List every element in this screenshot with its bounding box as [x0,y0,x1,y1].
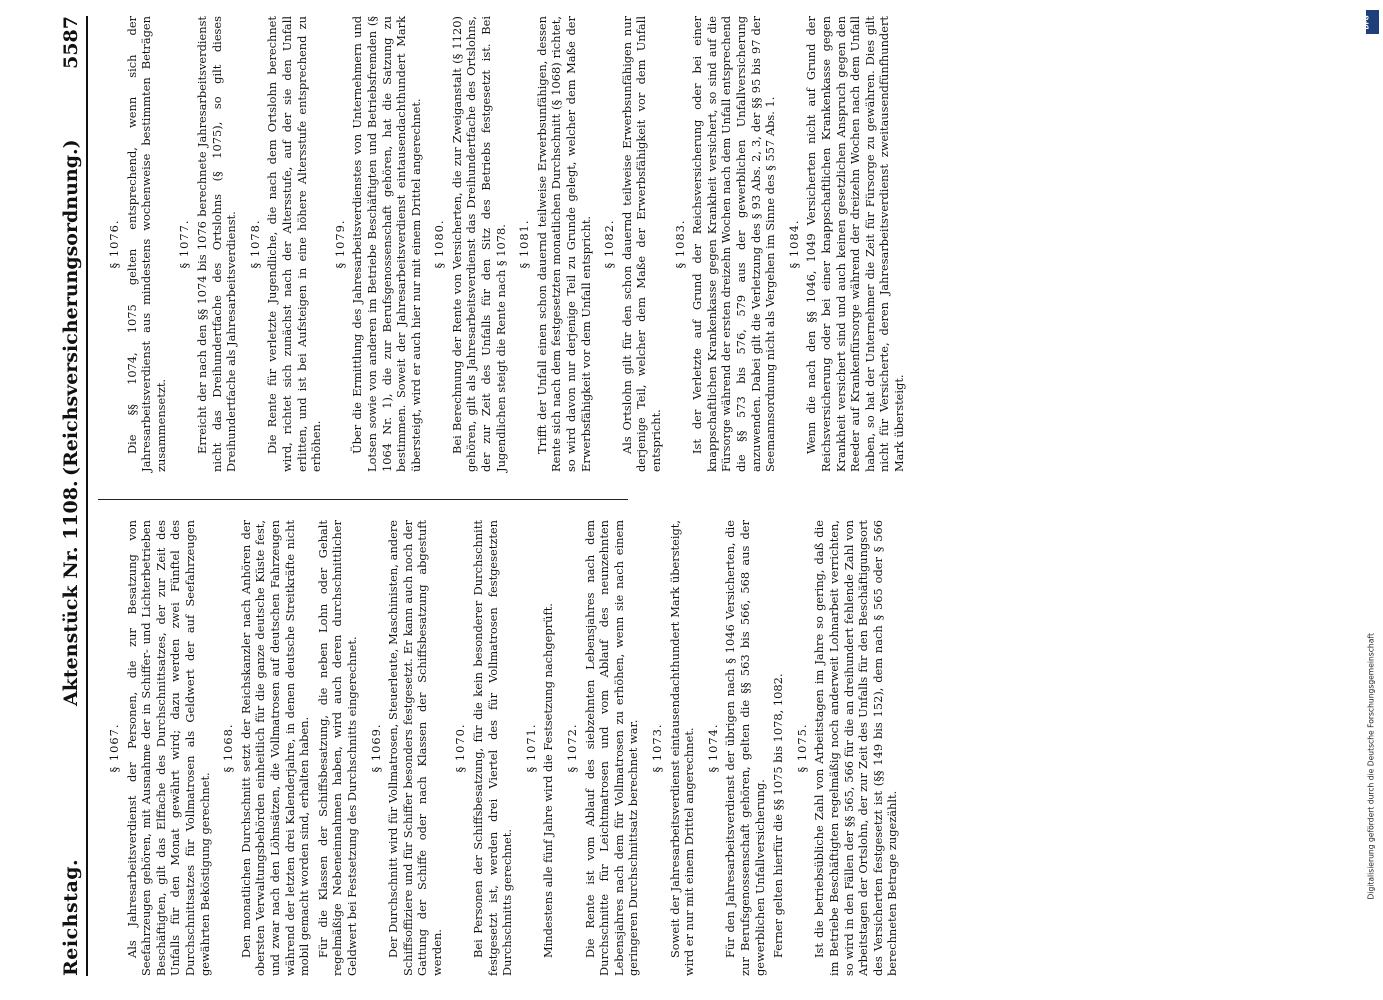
section-paragraph: Den monatlichen Durchschnitt setzt der Reichskanzler nach Anhören der obersten Verwaltungsbehörden einheitlich für die ganze deutsche Küste fest, und zwar nach den Löhnsätzen, die Vollmatrosen auf deutschen Fahrzeugen während der letzten drei Kalenderjahre, in denen deutsche Streitkräfte nicht mobil gemacht worden sind, erhalten haben. [238,520,312,976]
section-heading: § 1071. [523,723,538,773]
section-paragraph: Soweit der Jahresarbeitsverdienst eintausendachthundert Mark übersteigt, wird er nur mit einem Drittel angerechnet. [667,520,697,976]
section-paragraph: Für den Jahresarbeitsverdienst der übrigen nach § 1046 Versicherten, die zur Berufsgenossenschaft gehören, gelten die §§ 563 bis 566, 568 aus der gewerblichen Unfallversicherung. [723,520,767,976]
section-heading: § 1078. [247,219,262,269]
section-heading: § 1069. [368,723,383,773]
section-paragraph: Erreicht der nach den §§ 1074 bis 1076 berechnete Jahresarbeitsverdienst nicht das Dreihundertfache des Ortslohns (§ 1075), so gilt dieses Dreihundertfache als Jahresarbeitsverdienst. [194,16,239,472]
section-heading: § 1081. [517,219,532,269]
dfg-logo: DFG [1366,10,1379,34]
section-heading: § 1082. [602,219,617,269]
header-document-number: Aktenstück Nr. 1108. [60,480,82,706]
section-paragraph: Mindestens alle fünf Jahre wird die Festsetzung nachgeprüft. [541,603,556,958]
page-number: 5587 [60,16,82,69]
section-heading: § 1080. [432,219,447,269]
section-heading: § 1077. [177,219,192,269]
section-paragraph: Die Rente für verletzte Jugendliche, die nach dem Ortslohn berechnet wird, richtet sich zunächst nach der Altersstufe, auf der sie den Unfall erlitten, und ist bei Aufsteigen in eine höhere Altersstufe entsprechend zu erhöhen. [265,16,324,472]
section-paragraph: Die §§ 1074, 1075 gelten entsprechend, wenn sich der Jahresarbeitsverdienst aus mindestens wochenweise bestimmten Beträgen zusammensetzt. [124,16,168,472]
page-header [56,16,88,976]
section-paragraph: Die Rente ist vom Ablauf des siebzehnten Lebensjahres nach dem Durchschnitte für Leichtmatrosen und vom Ablauf des neunzehnten Lebensjahres nach dem für Vollmatrosen zu erhöhen, wenn sie nach einem geringeren Durchschnittsatz berechnet war. [582,520,641,976]
section-paragraph: Als Ortslohn gilt für den schon dauernd teilweise Erwerbsunfähigen nur derjenige Teil, welcher dem Maße der Erwerbsfähigkeit vor dem Unfall entspricht. [619,16,663,472]
section-heading: § 1070. [453,723,468,773]
right-column [98,16,911,472]
section-paragraph: Ist die betriebsübliche Zahl von Arbeitstagen im Jahre so gering, daß die im Betriebe Beschäftigten regelmäßig noch anderweit Lohnarbeit verrichten, so wird in den Fällen der §§ 565, 566 für die an dreihundert fehlende Zahl von Arbeitstagen der Ortslohn, der zur Zeit des Unfalls für den Beschäftigungsort des Versicherten festgesetzt ist (§§ 149 bis 152), dem nach § 565 oder § 566 berechneten Betrage zugezählt. [812,520,900,976]
dfg-watermark [1363,10,1379,990]
section-paragraph: Trifft der Unfall einen schon dauernd teilweise Erwerbsunfähigen, dessen Rente sich nach dem festgesetzten monatlichen Durchschnitt (§ 1068) richtet, so wird davon nur derjenige Teil zu Grunde gelegt, welcher dem Maße der Erwerbsfähigkeit vor dem Unfall entspricht. [534,16,593,472]
column-divider [98,499,628,500]
section-heading: § 1067. [107,723,121,773]
section-paragraph: Für die Klassen der Schiffsbesatzung, die neben Lohn oder Gehalt regelmäßige Nebeneinnahmen haben, wird auch deren durchschnittlicher Geldwert bei Festsetzung des Durchschnitts eingerechnet. [315,520,359,976]
section-paragraph: Ist der Verletzte auf Grund der Reichsversicherung oder bei einer knappschaftlichen Krankenkasse gegen Krankheit versichert, so sind auf die Fürsorge während der ersten dreizehn Wochen nach dem Unfall entsprechend die §§ 573 bis 576, 579 aus der gewerblichen Unfallversicherung anzuwenden. Dabei gilt die Verletzung des § 93 Abs. 2, 3, der §§ 95 bis 97 der Seemannsordnung nicht als Vergehen im Sinne des § 557 Abs. 1. [690,16,778,472]
section-heading: § 1079. [332,219,347,269]
section-heading: § 1072. [565,723,580,773]
section-paragraph: Über die Ermittlung des Jahresarbeitsverdienstes von Unternehmern und Lotsen sowie von anderen im Betriebe Beschäftigten und Betriebsfremden (§ 1064 Nr. 1), die zur Berufsgenossenschaft gehören, hat die Satzung zu bestimmen. Soweit der Jahresarbeitsverdienst eintausendachthundert Mark übersteigt, wird er auch hier nur mit einem Drittel angerechnet. [350,16,423,472]
section-heading: § 1073. [650,723,664,773]
section-heading: § 1084. [786,219,801,269]
section-paragraph: Bei Berechnung der Rente von Versicherten, die zur Zweiganstalt (§ 1120) gehören, gilt als Jahresarbeitsverdienst das Dreihundertfache des Ortslohns, der zur Zeit des Unfalls für den Sitz des Betriebs festgesetzt ist. Bei Jugendlichen steigt die Rente nach § 1078. [449,16,508,472]
section-paragraph: Bei Personen der Schiffsbesatzung, für die kein besonderer Durchschnitt festgesetzt ist, werden drei Viertel des für Vollmatrosen festgesetzten Durchschnitts gerechnet. [471,520,515,976]
left-column [98,520,904,976]
header-left: Reichstag. [60,858,82,976]
dfg-credit-text: Digitalisierung gefördert durch die Deutsche Forschungsgemeinschaft [1366,633,1376,900]
section-heading: § 1083. [672,219,687,269]
section-paragraph: Wenn die nach den §§ 1046, 1049 Versicherten nicht auf Grund der Reichsversicherung oder bei einer knappschaftlichen Krankenkasse gegen Krankheit versichert sind und auch keinen gesetzlichen Anspruch gegen den Reeder auf Krankenfürsorge während der dreizehn Wochen nach dem Unfall haben, so hat der Unternehmer die Zeit für Fürsorge zu gewähren. Dies gilt nicht für Versicherte, deren Jahresarbeitsverdienst zweitausendfünfhundert Mark übersteigt. [804,16,906,472]
section-paragraph: Der Durchschnitt wird für Vollmatrosen, Steuerleute, Maschinisten, andere Schiffsoffiziere und für Schiffer besonders festgesetzt. Er kann auch noch der Gattung der Schiffe oder nach Klassen der Schiffsbesatzung abgestuft werden. [386,520,444,976]
section-heading: § 1074. [705,723,720,773]
header-title: (Reichsversicherungsordnung.) [60,139,82,476]
section-heading: § 1075. [794,723,809,773]
section-paragraph: Ferner gelten hierfür die §§ 1075 bis 1078, 1082. [771,673,786,958]
section-heading: § 1068. [221,723,236,773]
section-paragraph: Als Jahresarbeitsverdienst der Personen, die zur Besatzung von Seefahrzeugen gehören, mit Ausnahme der in Schiffer- und Lichterbetrieben Beschäftigten, gilt das Elffache des Durchschnittsatzes, der zur Zeit des Unfalls für den Monat gewährt wird; dazu werden zwei Fünftel des Durchschnittsatzes für Vollmatrosen als Geldwert der auf Seefahrzeugen gewährten Beköstigung gerechnet. [124,520,212,976]
section-heading: § 1076. [107,219,121,269]
